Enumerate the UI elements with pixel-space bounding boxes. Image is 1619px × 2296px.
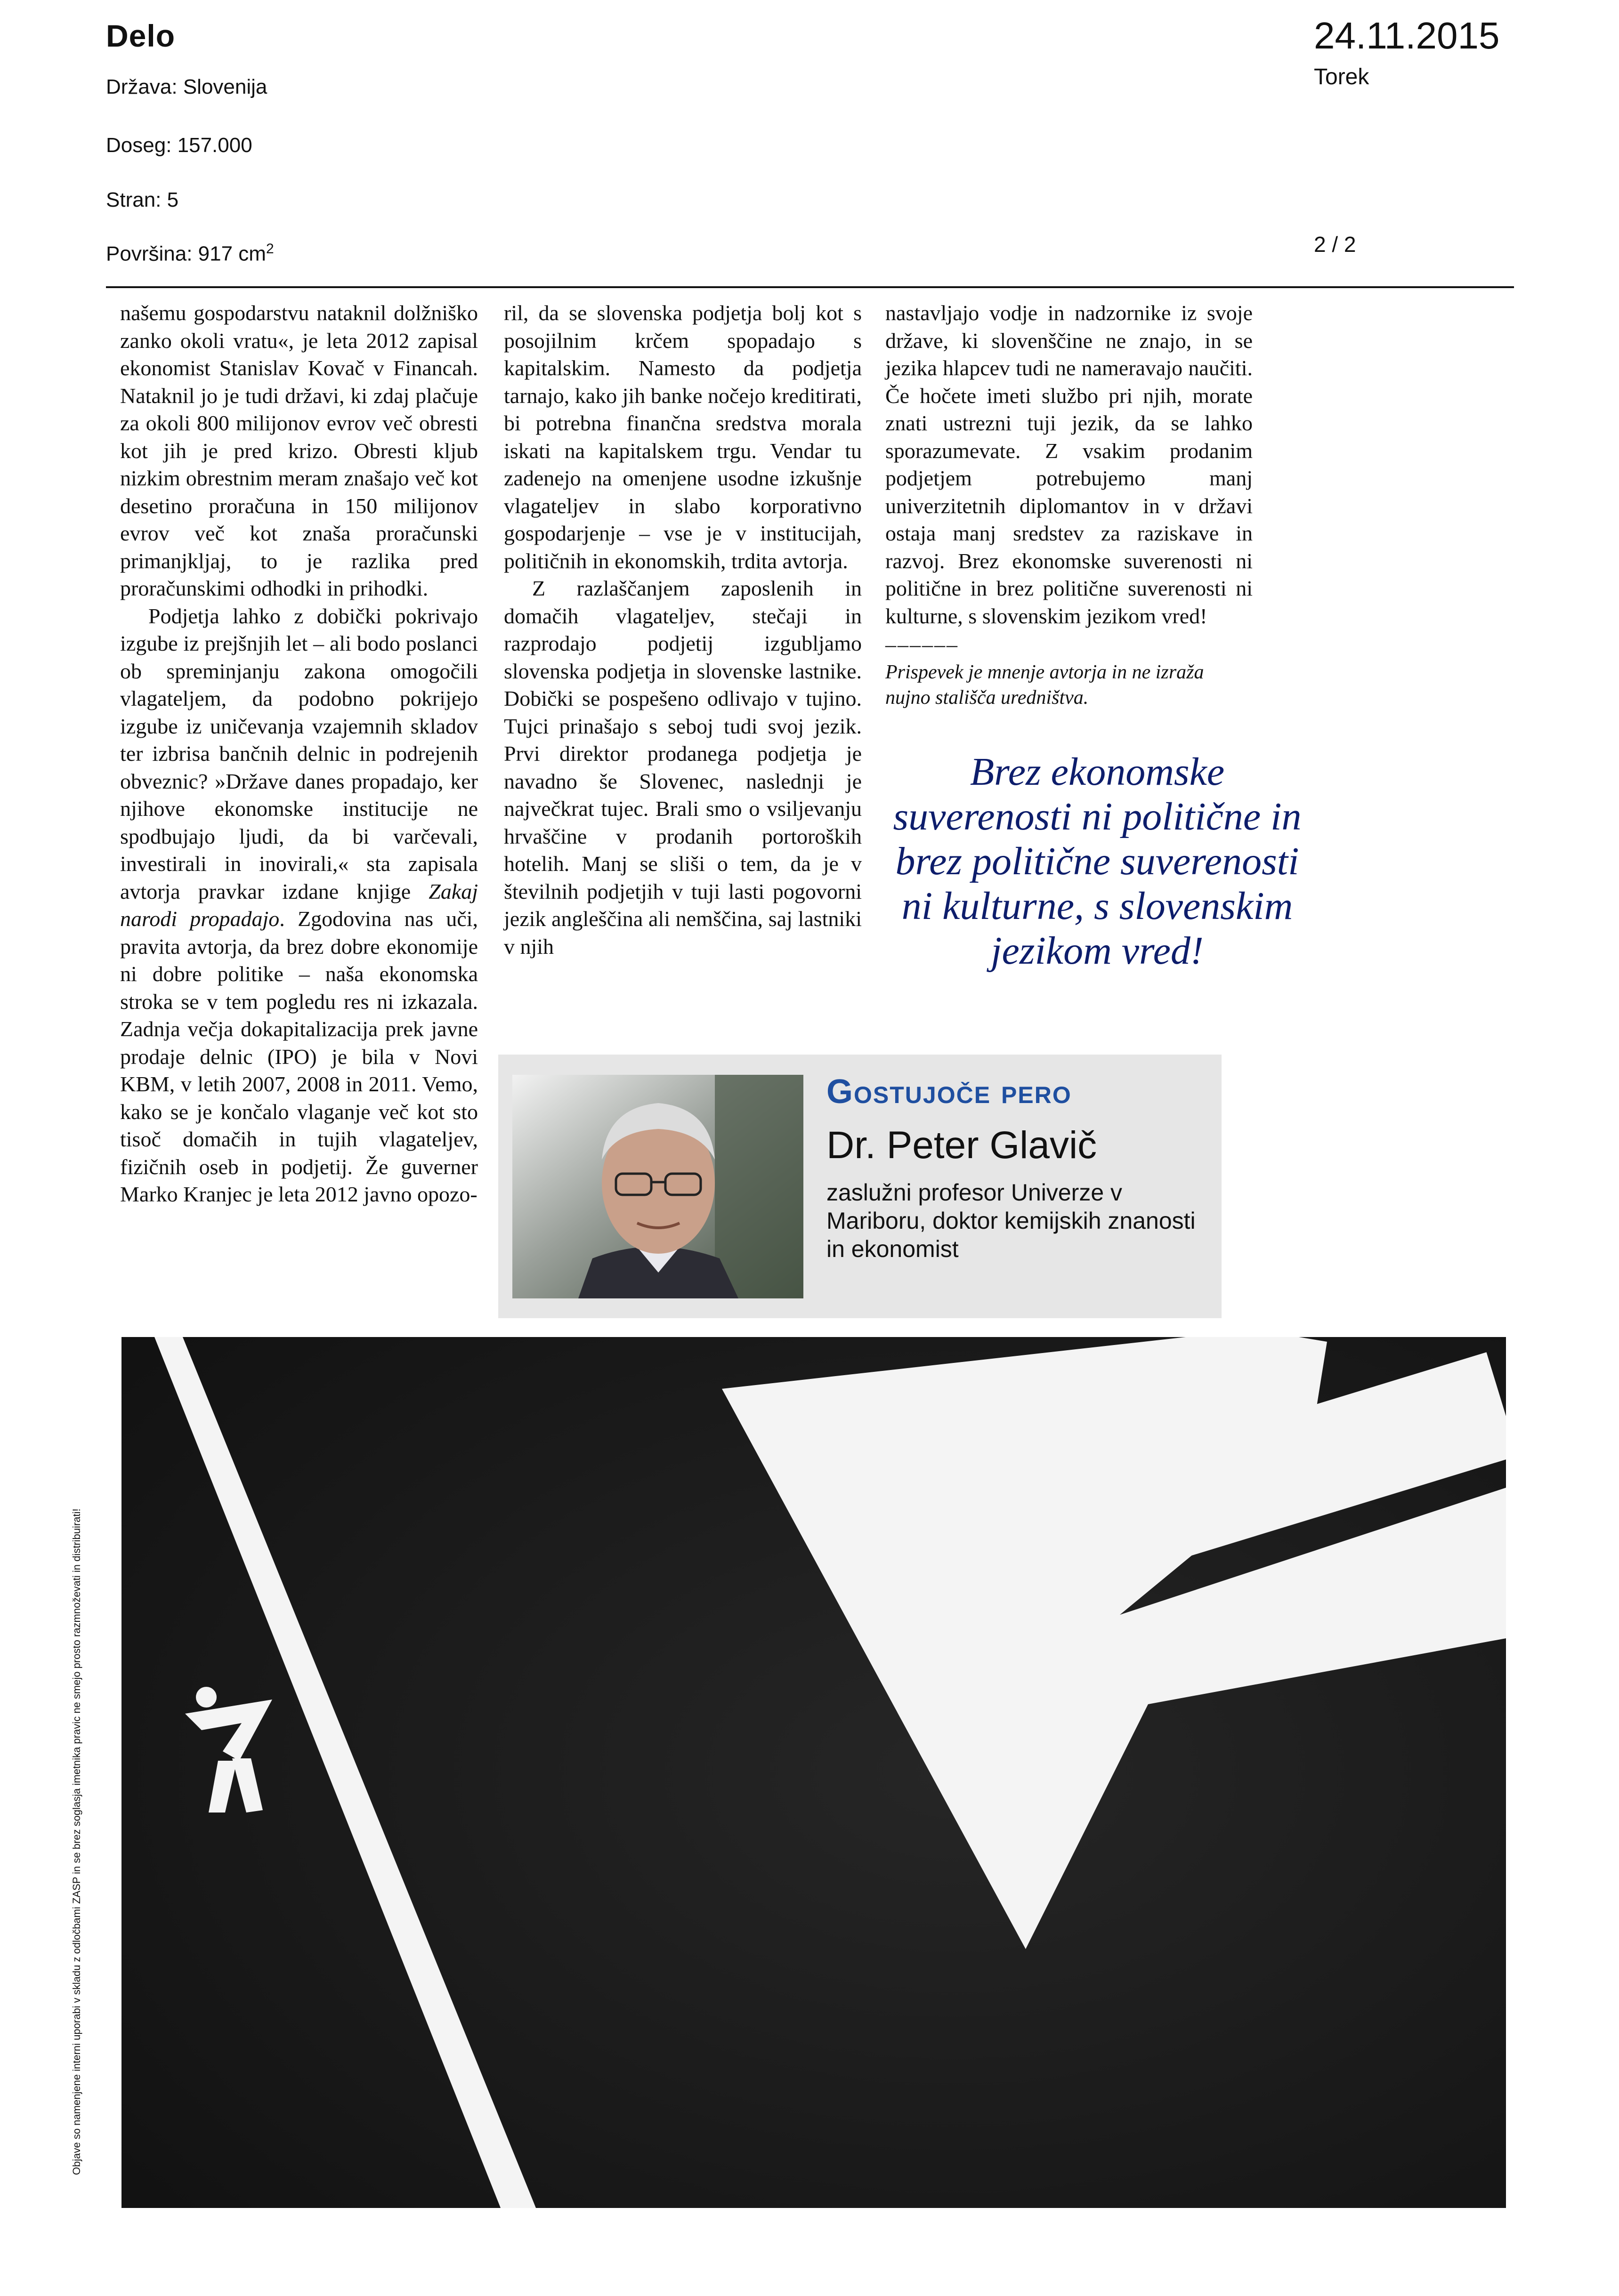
page-label: Stran: 5 <box>106 188 179 211</box>
author-portrait-image <box>512 1075 803 1298</box>
paragraph: Podjetja lahko z dobički pokrivajo izgube iz prejšnjih let – ali bodo poslanci ob spreminjanju zakona omogočili vlagateljem, da podobno pokrijejo izgube iz uničevanja vzajemnih skladov ter izbrisa bančnih delnic in podrejenih obveznic? »Države danes propadajo, ker njihove ekonomske institucije ne spodbujajo ljudi, da bi varčevali, investirali in inovirali,« sta zapisala avtorja pravkar izdane knjige Zakaj narodi propadajo. Zgodovina nas uči, pravita avtorja, da brez dobre ekonomije ni dobre politike – naša ekonomska stroka se v tem pogledu res ni izkazala. Zadnja večja dokapitalizacija prek javne prodaje delnic (IPO) je bila v Novi KBM, v letih 2007, 2008 in 2011. Vemo, kako se je končalo vlaganje več kot sto tisoč domačih in tujih vlagateljev, fizičnih oseb in podjetij. Že guverner Marko Kranjec je leta 2012 javno opozo- <box>120 604 478 1206</box>
issue-weekday: Torek <box>1314 64 1369 89</box>
reach-label: Doseg: 157.000 <box>106 134 252 157</box>
road-marking-photo <box>121 1337 1506 2208</box>
publication-name: Delo <box>106 18 176 53</box>
article-column-3 <box>885 299 1253 710</box>
book-title: Zakaj narodi propadajo <box>120 879 478 931</box>
person-portrait-icon <box>512 1075 803 1298</box>
author-role: zaslužni profesor Univerze v Mariboru, doktor kemijskih znanosti in ekonomist <box>826 1179 1196 1262</box>
road-arrow-icon <box>121 1337 1506 2208</box>
area-label: Površina: 917 $cm^2$ <box>106 241 274 266</box>
paragraph: našemu gospodarstvu nataknil dolžniško zanko okoli vratu«, je leta 2012 zapisal ekonomist Stanislav Kovač v Financah. Nataknil jo je tudi državi, ki zdaj plačuje za okoli 800 milijonov evrov več obresti kot jih je pred krizo. Obresti kljub nizkim obrestnim meram znašajo več kot desetino proračuna in 150 milijonov evrov več kot znaša proračunski primanjkljaj, to je razlika pred proračunskimi odhodki in prihodki. <box>120 301 478 600</box>
separator-line: –––––– <box>885 632 959 656</box>
editorial-note: Prispevek je mnenje avtorja in ne izraža nujno stališča uredništva. <box>885 661 1204 709</box>
section-kicker: Gostujoče pero <box>826 1073 1072 1111</box>
copyright-notice: Objave so namenjene interni uporabi v skladu z odločbami ZASP in se brez soglasja imetnika pravic ne smejo prosto razmnoževati in distribuirati! <box>71 1508 82 2175</box>
paragraph: ril, da se slovenska podjetja bolj kot s posojilnim krčem spopadajo s kapitalskim. Namesto da podjetja tarnajo, kako jih banke nočejo kreditirati, bi potrebna finančna sredstva morala iskati na kapitalskem trgu. Vendar tu zadenejo na omenjene usodne izkušnje vlagateljev in slabo korporativno gospodarjenje – vse je v institucijah, političnih in ekonomskih, trdita avtorja. <box>504 301 862 573</box>
article-column-1 <box>120 299 478 1208</box>
page-count: 2 / 2 <box>1314 232 1356 257</box>
author-name: Dr. Peter Glavič <box>826 1124 1097 1167</box>
issue-date: 24.11.2015 <box>1314 15 1500 56</box>
pull-quote: Brez ekonomske suverenosti ni politične in brez politične suverenosti ni kulturne, s slovenskim jezikom vred! <box>893 750 1302 973</box>
article-column-2 <box>504 299 862 960</box>
country-label: Država: Slovenija <box>106 75 267 98</box>
area-unit-superscript: 2 <box>266 241 274 257</box>
header-divider <box>106 286 1514 288</box>
paragraph: nastavljajo vodje in nadzornike iz svoje države, ki slovenščine ne znajo, in se jezika hlapcev tudi ne nameravajo naučiti. Če hočete imeti službo pri njih, morate znati ustrezni tuji jezik, da se lahko sporazumevate. Z vsakim prodanim podjetjem potrebujemo manj univerzitetnih diplomantov in v državi ostaja manj sredstev za raziskave in razvoj. Brez ekonomske suverenosti ni politične in brez politične suverenosti ni kulturne, s slovenskim jezikom vred! <box>885 301 1253 628</box>
paragraph: Z razlaščanjem zaposlenih in domačih vlagateljev, stečaji in razprodajo podjetij izgubljamo slovenska podjetja in slovenske lastnike. Dobički se pospešeno odlivajo v tujino. Tujci prinašajo s seboj tudi svoj jezik. Prvi direktor prodanega podjetja je navadno še Slovenec, naslednji je največkrat tujec. Brali smo o vsiljevanju hrvaščine v prodanih portoroških hotelih. Manj se sliši o tem, da je v številnih podjetjih v tuji lasti pogovorni jezik angleščina ali nemščina, saj lastniki v njih <box>504 576 862 959</box>
